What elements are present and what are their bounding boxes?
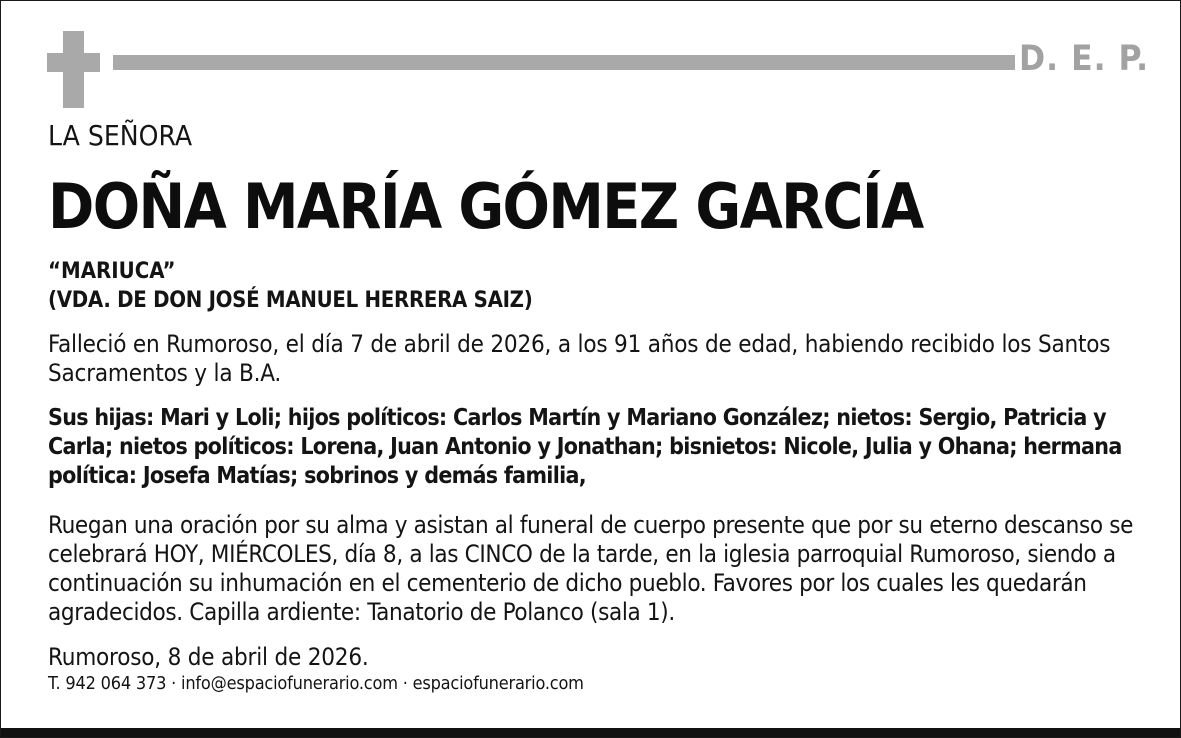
deceased-name: DOÑA MARÍA GÓMEZ GARCÍA bbox=[48, 170, 923, 243]
dep-label: D. E. P. bbox=[1019, 39, 1150, 79]
bottom-rule bbox=[1, 728, 1180, 737]
place-date: Rumoroso, 8 de abril de 2026. bbox=[48, 643, 369, 671]
cross-icon-horizontal-bar bbox=[47, 53, 100, 72]
widow-of: (VDA. DE DON JOSÉ MANUEL HERRERA SAIZ) bbox=[48, 288, 533, 313]
nickname: “MARIUCA” bbox=[48, 259, 176, 284]
family-list: Sus hijas: Mari y Loli; hijos políticos: Carlos Martín y Mariano González; nietos: Sergio, Patricia y Carla; nietos políticos: Lorena, Juan Antonio y Jonathan; bisnietos: Nicole, Julia y Ohana; hermana política: Josefa Matías; sobrinos y demás familia, bbox=[48, 405, 1122, 489]
honorific: LA SEÑORA bbox=[48, 119, 193, 152]
funeral-info: Ruegan una oración por su alma y asistan al funeral de cuerpo presente que por su eterno descanso se celebrará HOY, MIÉRCOLES, día 8, a las CINCO de la tarde, en la iglesia parroquial Rumoroso, siendo a continuación su inhumación en el cementerio de dicho pueblo. Favores por los cuales les quedarán agradecidos. Capilla ardiente: Tanatorio de Polanco (sala 1). bbox=[48, 511, 1134, 626]
header-rule bbox=[113, 55, 1015, 70]
contact-line: T. 942 064 373 · info@espaciofunerario.com · espaciofunerario.com bbox=[48, 673, 584, 694]
death-notice: Falleció en Rumoroso, el día 7 de abril de 2026, a los 91 años de edad, habiendo recibido los Santos Sacramentos y la B.A. bbox=[48, 330, 1111, 387]
